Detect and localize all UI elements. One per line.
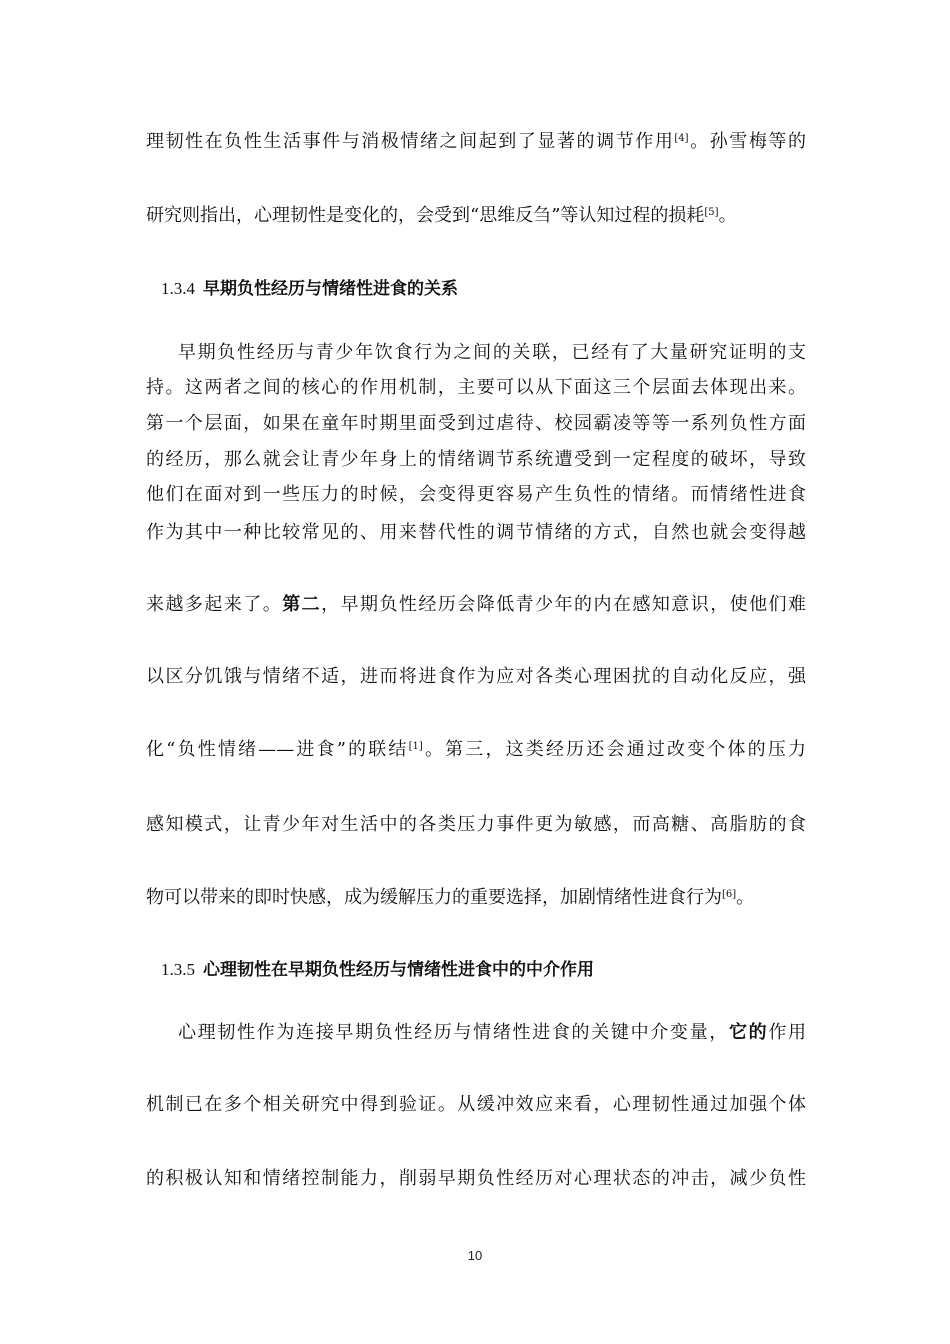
- paragraph-line: 的积极认知和情绪控制能力，削弱早期负性经历对心理状态的冲击，减少负性: [146, 1168, 806, 1189]
- paragraph-line: 理韧性在负性生活事件与消极情绪之间起到了显著的调节作用[4]。孙雪梅等的: [146, 131, 807, 152]
- paragraph-line: 来越多起来了。第二，早期负性经历会降低青少年的内在感知意识，使他们难: [146, 594, 807, 615]
- paragraph-line: 心理韧性作为连接早期负性经历与情绪性进食的关键中介变量，它的作用: [178, 1022, 807, 1043]
- paragraph-line: 化“负性情绪——进食”的联结[1]。第三，这类经历还会通过改变个体的压力: [146, 739, 806, 760]
- paragraph-line: 感知模式，让青少年对生活中的各类压力事件更为敏感，而高糖、高脂肪的食: [146, 814, 806, 835]
- paragraph-line: 的经历，那么就会让青少年身上的情绪调节系统遭受到一定程度的破坏，导致: [146, 449, 806, 470]
- section-heading: 1.3.4 早期负性经历与情绪性进食的关系: [161, 279, 458, 299]
- citation: [5]: [704, 207, 719, 218]
- section-heading: 1.3.5 心理韧性在早期负性经历与情绪性进食中的中介作用: [161, 960, 594, 980]
- citation: [1]: [408, 741, 423, 752]
- paragraph-line: 作为其中一种比较常见的、用来替代性的调节情绪的方式，自然也就会变得越: [146, 522, 806, 543]
- citation: [4]: [674, 133, 689, 144]
- paragraph-line: 第一个层面，如果在童年时期里面受到过虐待、校园霸凌等等一系列负性方面: [146, 413, 806, 434]
- paragraph-line: 持。这两者之间的核心的作用机制，主要可以从下面这三个层面去体现出来。: [146, 377, 806, 398]
- paragraph-line: 物可以带来的即时快感，成为缓解压力的重要选择，加剧情绪性进食行为[6]。: [146, 887, 755, 908]
- page-number: 10: [467, 1248, 483, 1263]
- paragraph-line: 以区分饥饿与情绪不适，进而将进食作为应对各类心理困扰的自动化反应，强: [146, 666, 806, 687]
- paragraph-line: 他们在面对到一些压力的时候，会变得更容易产生负性的情绪。而情绪性进食: [146, 484, 806, 505]
- paragraph-line: 早期负性经历与青少年饮食行为之间的关联，已经有了大量研究证明的支: [178, 342, 806, 363]
- citation: [6]: [722, 889, 737, 900]
- paragraph-line: 机制已在多个相关研究中得到验证。从缓冲效应来看，心理韧性通过加强个体: [146, 1094, 806, 1115]
- paragraph-line: 研究则指出，心理韧性是变化的，会受到“思维反刍”等认知过程的损耗[5]。: [146, 205, 737, 226]
